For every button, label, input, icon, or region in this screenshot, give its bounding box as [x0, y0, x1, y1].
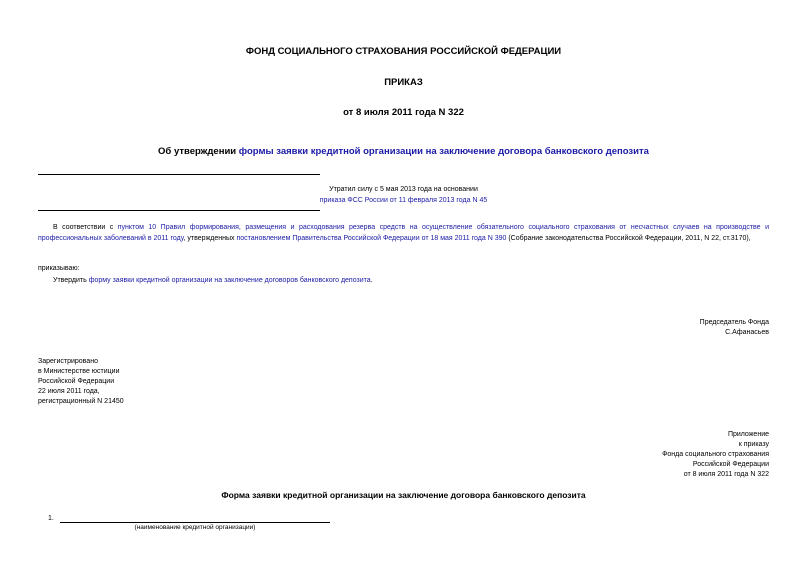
title-form-link[interactable]: формы заявки кредитной организации на заключение договора банковского депозита: [238, 146, 649, 157]
preamble-text-c: (Собрание законодательства Российской Федерации, 2011, N 22, ст.3170),: [506, 234, 751, 242]
registration-line: Зарегистрировано: [38, 358, 98, 365]
title-prefix: Об утверждении: [158, 146, 239, 157]
organization-heading: ФОНД СОЦИАЛЬНОГО СТРАХОВАНИЯ РОССИЙСКОЙ ФЕДЕРАЦИИ: [245, 46, 562, 57]
document-title: [0, 146, 807, 157]
credit-org-name-caption: (наименование кредитной организации): [134, 524, 256, 531]
appendix-line: Приложение: [727, 431, 769, 438]
approve-period: .: [370, 277, 373, 284]
registration-line: Российской Федерации: [38, 378, 115, 385]
notice-line: Утратил силу с 5 мая 2013 года на основании: [329, 186, 478, 193]
appendix-line: Российской Федерации: [692, 461, 769, 468]
registration-block: [38, 357, 124, 407]
notice-link[interactable]: приказа ФСС России от 11 февраля 2013 года N 45: [319, 197, 488, 204]
preamble-text-b: , утвержденных: [183, 234, 237, 242]
government-decree-link[interactable]: постановлением Правительства Российской Федерации от 18 мая 2011 года N 390: [236, 234, 507, 242]
signatory-role: Председатель Фонда: [699, 319, 769, 326]
order-word: приказываю:: [38, 265, 80, 272]
appendix-line: к приказу: [738, 441, 769, 448]
preamble-paragraph: [38, 223, 769, 244]
document-type-heading: ПРИКАЗ: [384, 77, 423, 88]
rules-point-link[interactable]: пунктом 10 Правил формирования, размещения и расходования резерва средств на осуществление обязательного социального страхования от несчастных случаев на производстве и профессиональных заболеваний в 2011 году: [38, 224, 769, 242]
appendix-line: Фонда социального страхования: [662, 451, 769, 458]
registration-line: в Министерстве юстиции: [38, 368, 120, 375]
signature-block: [700, 318, 769, 338]
approve-clause: [53, 276, 373, 286]
form-title: Форма заявки кредитной организации на заключение договора банковского депозита: [221, 490, 586, 500]
notice-top-rule: [38, 174, 320, 175]
preamble-text-a: В соответствии с: [53, 224, 118, 231]
appendix-line: от 8 июля 2011 года N 322: [683, 471, 769, 478]
appendix-block: [662, 430, 769, 480]
signatory-name: С.Афанасьев: [725, 329, 769, 336]
approve-text: Утвердить: [53, 277, 89, 284]
registration-line: регистрационный N 21450: [38, 398, 124, 405]
notice-bottom-rule: [38, 210, 320, 211]
document-date-number: от 8 июля 2011 года N 322: [343, 107, 464, 118]
form-item-number: 1.: [48, 515, 54, 522]
approved-form-link[interactable]: форму заявки кредитной организации на заключение договоров банковского депозита: [88, 277, 371, 284]
registration-line: 22 июля 2011 года,: [38, 388, 100, 395]
